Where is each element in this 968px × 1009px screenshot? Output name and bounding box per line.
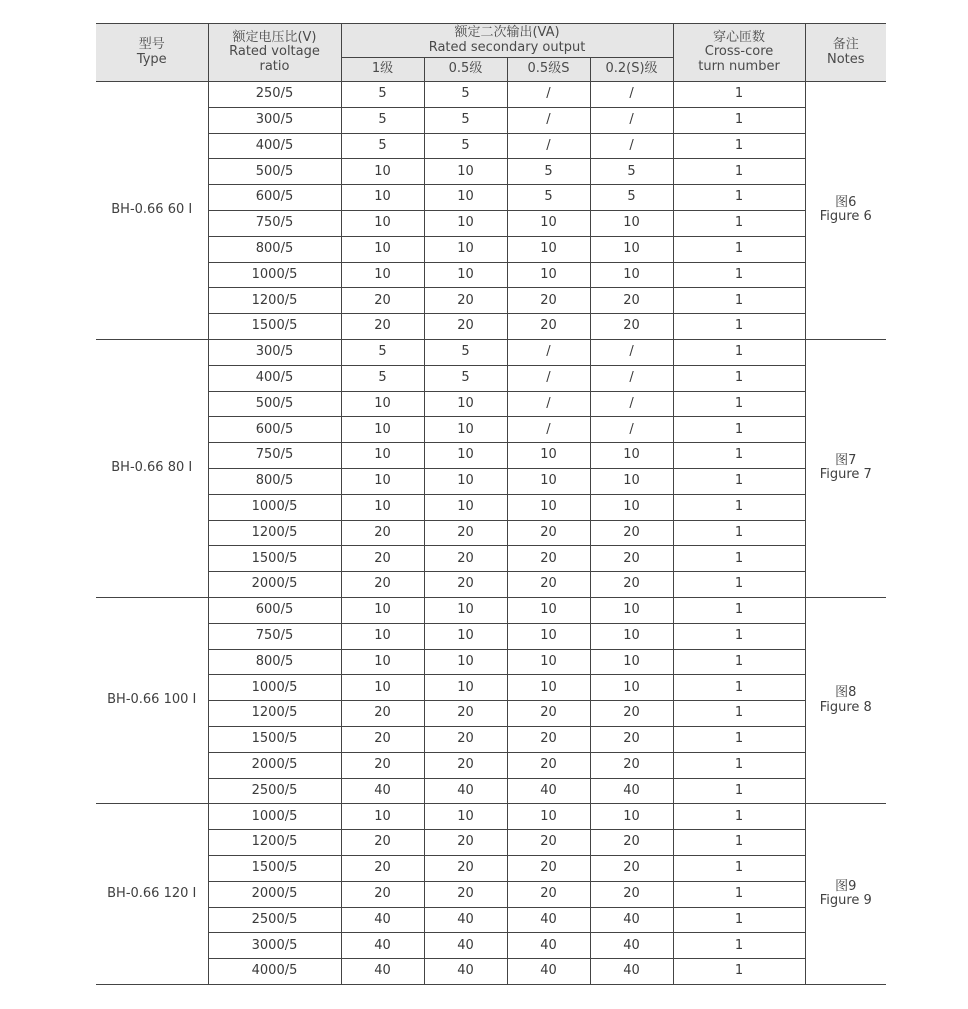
class1-cell: 20 [341,855,424,881]
class05s-cell: 10 [507,675,590,701]
class1-cell: 5 [341,339,424,365]
class1-cell: 10 [341,262,424,288]
turns-cell: 1 [673,778,805,804]
class02s-cell: / [590,82,673,108]
notes-cell [805,339,886,597]
table-row [96,933,886,959]
model-type-cell: BH-0.66 120 I [96,804,208,985]
class05s-cell: 20 [507,546,590,572]
turns-cell: 1 [673,572,805,598]
table-row [96,572,886,598]
class1-cell: 10 [341,391,424,417]
turns-cell: 1 [673,701,805,727]
class02s-cell: 10 [590,494,673,520]
class02s-cell: / [590,391,673,417]
turns-cell: 1 [673,82,805,108]
table-row [96,778,886,804]
class1-cell: 5 [341,365,424,391]
class02s-cell: 20 [590,546,673,572]
class05-cell: 20 [424,881,507,907]
class05-cell: 20 [424,288,507,314]
notes-cell [805,82,886,340]
class02s-cell: 20 [590,726,673,752]
class05s-cell: 20 [507,855,590,881]
table-row [96,830,886,856]
class-header: 0.2(S)级 [590,58,673,82]
turns-header: 穿心匝数 Cross-core turn number [673,24,805,82]
ratio-cell: 400/5 [208,133,341,159]
class05-cell: 20 [424,546,507,572]
class05-cell: 10 [424,185,507,211]
table-row [96,443,886,469]
class02s-cell: 20 [590,572,673,598]
turns-cell: 1 [673,288,805,314]
class05-cell: 5 [424,107,507,133]
notes-header: 备注 Notes [805,24,886,82]
ratio-cell: 600/5 [208,417,341,443]
class05-cell: 5 [424,133,507,159]
class1-cell: 20 [341,726,424,752]
turns-cell: 1 [673,159,805,185]
class02s-cell: 5 [590,185,673,211]
class1-cell: 20 [341,830,424,856]
class05-cell: 10 [424,391,507,417]
class1-cell: 10 [341,623,424,649]
turns-cell: 1 [673,417,805,443]
ratio-cell: 1000/5 [208,804,341,830]
class05-cell: 5 [424,339,507,365]
class1-cell: 20 [341,752,424,778]
class1-cell: 10 [341,597,424,623]
figure-label-en: Figure 8 [819,699,872,715]
class02s-cell: 20 [590,520,673,546]
class1-cell: 10 [341,468,424,494]
class02s-cell: 40 [590,907,673,933]
ratio-cell: 1500/5 [208,314,341,340]
table-row [96,288,886,314]
turns-cell: 1 [673,468,805,494]
figure-label-en: Figure 9 [819,893,872,909]
class02s-cell: 40 [590,778,673,804]
output-header: 额定二次输出(VA) Rated secondary output [341,24,673,58]
table-row [96,881,886,907]
class05s-cell: 5 [507,185,590,211]
class05s-cell: 10 [507,468,590,494]
class02s-cell: 10 [590,262,673,288]
class1-cell: 40 [341,933,424,959]
turns-cell: 1 [673,365,805,391]
class1-cell: 20 [341,288,424,314]
turns-cell: 1 [673,597,805,623]
ratio-cell: 1500/5 [208,546,341,572]
class05s-cell: 10 [507,262,590,288]
table-row [96,804,886,830]
table-row [96,752,886,778]
class1-cell: 10 [341,236,424,262]
class02s-cell: 10 [590,468,673,494]
class1-cell: 40 [341,907,424,933]
class05s-cell: 10 [507,210,590,236]
class05s-cell: 10 [507,597,590,623]
ratio-cell: 300/5 [208,107,341,133]
turns-cell: 1 [673,185,805,211]
ratio-cell: 1200/5 [208,830,341,856]
table-row [96,520,886,546]
ratio-cell: 3000/5 [208,933,341,959]
class1-cell: 20 [341,701,424,727]
class05-cell: 20 [424,830,507,856]
class02s-cell: 20 [590,855,673,881]
class02s-cell: 20 [590,314,673,340]
class1-cell: 10 [341,159,424,185]
notes-cell [805,597,886,803]
table-row [96,417,886,443]
class1-cell: 20 [341,881,424,907]
class05-cell: 40 [424,907,507,933]
turns-cell: 1 [673,262,805,288]
class05s-cell: 10 [507,649,590,675]
table-row [96,959,886,985]
class05s-cell: 20 [507,314,590,340]
ratio-cell: 2000/5 [208,881,341,907]
class05-cell: 10 [424,597,507,623]
ratio-cell: 400/5 [208,365,341,391]
class05-cell: 40 [424,933,507,959]
class05s-cell: / [507,82,590,108]
table-row [96,701,886,727]
class05s-cell: 40 [507,907,590,933]
class05-cell: 5 [424,365,507,391]
class05s-cell: 10 [507,623,590,649]
turns-cell: 1 [673,520,805,546]
table-row [96,365,886,391]
table-row [96,107,886,133]
class05s-cell: / [507,391,590,417]
class05-cell: 20 [424,855,507,881]
table-row [96,133,886,159]
class02s-cell: 10 [590,623,673,649]
ratio-cell: 2000/5 [208,752,341,778]
turns-cell: 1 [673,675,805,701]
class-header: 0.5级S [507,58,590,82]
class02s-cell: 5 [590,159,673,185]
class05s-cell: 40 [507,933,590,959]
class02s-cell: / [590,339,673,365]
table-row [96,391,886,417]
class1-cell: 10 [341,210,424,236]
class05-cell: 10 [424,262,507,288]
class05-cell: 10 [424,468,507,494]
model-type-cell: BH-0.66 60 I [96,82,208,340]
class05s-cell: 10 [507,236,590,262]
turns-cell: 1 [673,726,805,752]
class05s-cell: 20 [507,288,590,314]
class1-cell: 20 [341,546,424,572]
type-header: 型号 Type [96,24,208,82]
class02s-cell: 10 [590,443,673,469]
ratio-cell: 4000/5 [208,959,341,985]
class05s-cell: / [507,339,590,365]
class02s-cell: 20 [590,752,673,778]
class1-cell: 10 [341,494,424,520]
turns-cell: 1 [673,649,805,675]
class1-cell: 10 [341,804,424,830]
ratio-cell: 750/5 [208,210,341,236]
table-row [96,236,886,262]
turns-cell: 1 [673,443,805,469]
class05s-cell: 20 [507,520,590,546]
class02s-cell: 20 [590,701,673,727]
class02s-cell: 40 [590,959,673,985]
turns-cell: 1 [673,236,805,262]
table-row [96,494,886,520]
turns-cell: 1 [673,881,805,907]
class02s-cell: / [590,365,673,391]
turns-cell: 1 [673,907,805,933]
turns-cell: 1 [673,752,805,778]
ratio-cell: 750/5 [208,623,341,649]
ratio-cell: 800/5 [208,236,341,262]
class02s-cell: 40 [590,933,673,959]
class02s-cell: 10 [590,236,673,262]
class05s-cell: / [507,107,590,133]
class1-cell: 10 [341,675,424,701]
table-row [96,649,886,675]
class05-cell: 10 [424,210,507,236]
turns-cell: 1 [673,959,805,985]
class1-cell: 10 [341,417,424,443]
class02s-cell: 10 [590,804,673,830]
figure-label-cn: 图8 [835,685,857,701]
ratio-cell: 600/5 [208,597,341,623]
table-body [96,82,886,985]
class1-cell: 40 [341,959,424,985]
ratio-cell: 2000/5 [208,572,341,598]
class05s-cell: 20 [507,572,590,598]
ratio-cell: 500/5 [208,391,341,417]
ratio-cell: 800/5 [208,649,341,675]
class05-cell: 20 [424,572,507,598]
class02s-cell: / [590,417,673,443]
spec-table [96,23,886,985]
class05-cell: 10 [424,649,507,675]
class02s-cell: 10 [590,210,673,236]
class1-cell: 40 [341,778,424,804]
class05s-cell: 20 [507,830,590,856]
turns-cell: 1 [673,210,805,236]
class05s-cell: 10 [507,804,590,830]
class05s-cell: 5 [507,159,590,185]
class1-cell: 10 [341,649,424,675]
class05s-cell: 40 [507,778,590,804]
class05-cell: 10 [424,236,507,262]
table-row [96,855,886,881]
class05s-cell: / [507,417,590,443]
class02s-cell: 20 [590,288,673,314]
class05-cell: 10 [424,675,507,701]
ratio-cell: 500/5 [208,159,341,185]
class05s-cell: 10 [507,494,590,520]
table-row [96,159,886,185]
class1-cell: 20 [341,314,424,340]
turns-cell: 1 [673,830,805,856]
class05-cell: 20 [424,726,507,752]
ratio-cell: 1200/5 [208,520,341,546]
class05-cell: 10 [424,623,507,649]
class05-cell: 10 [424,159,507,185]
table-row [96,185,886,211]
table-row [96,597,886,623]
turns-cell: 1 [673,314,805,340]
table-row [96,907,886,933]
class02s-cell: / [590,133,673,159]
class05s-cell: 10 [507,443,590,469]
ratio-cell: 750/5 [208,443,341,469]
ratio-cell: 2500/5 [208,907,341,933]
table-row [96,262,886,288]
class05s-cell: / [507,365,590,391]
class05-cell: 20 [424,752,507,778]
table-row [96,210,886,236]
table-row [96,82,886,108]
ratio-cell: 1000/5 [208,262,341,288]
class05-cell: 20 [424,701,507,727]
figure-label-cn: 图6 [835,195,857,211]
table-row [96,675,886,701]
class05s-cell: 20 [507,701,590,727]
table-row [96,546,886,572]
table-row [96,726,886,752]
table-row [96,468,886,494]
class05-cell: 10 [424,417,507,443]
ratio-cell: 250/5 [208,82,341,108]
ratio-cell: 300/5 [208,339,341,365]
table-row [96,339,886,365]
class1-cell: 10 [341,185,424,211]
table-row [96,314,886,340]
table-row [96,623,886,649]
figure-label-cn: 图9 [835,878,857,894]
class05s-cell: 20 [507,881,590,907]
ratio-cell: 1200/5 [208,701,341,727]
ratio-cell: 600/5 [208,185,341,211]
turns-cell: 1 [673,546,805,572]
class05-cell: 5 [424,82,507,108]
turns-cell: 1 [673,391,805,417]
class05-cell: 10 [424,804,507,830]
class05-cell: 10 [424,443,507,469]
turns-cell: 1 [673,855,805,881]
class1-cell: 5 [341,107,424,133]
class1-cell: 5 [341,133,424,159]
turns-cell: 1 [673,133,805,159]
figure-label-cn: 图7 [835,453,857,469]
ratio-cell: 800/5 [208,468,341,494]
class1-cell: 20 [341,572,424,598]
class02s-cell: / [590,107,673,133]
class-header: 0.5级 [424,58,507,82]
class05s-cell: 20 [507,726,590,752]
class1-cell: 10 [341,443,424,469]
class-header: 1级 [341,58,424,82]
ratio-header: 额定电压比(V) Rated voltage ratio [208,24,341,82]
class05-cell: 10 [424,494,507,520]
figure-label-en: Figure 7 [819,467,872,483]
turns-cell: 1 [673,107,805,133]
turns-cell: 1 [673,804,805,830]
class05s-cell: / [507,133,590,159]
turns-cell: 1 [673,933,805,959]
table-header [96,24,886,82]
class02s-cell: 20 [590,881,673,907]
model-type-cell: BH-0.66 80 I [96,339,208,597]
class02s-cell: 10 [590,649,673,675]
class05-cell: 40 [424,778,507,804]
ratio-cell: 2500/5 [208,778,341,804]
class05s-cell: 20 [507,752,590,778]
turns-cell: 1 [673,339,805,365]
ratio-cell: 1200/5 [208,288,341,314]
class05-cell: 20 [424,520,507,546]
turns-cell: 1 [673,623,805,649]
ratio-cell: 1500/5 [208,726,341,752]
class05s-cell: 40 [507,959,590,985]
ratio-cell: 1500/5 [208,855,341,881]
class05-cell: 40 [424,959,507,985]
class1-cell: 20 [341,520,424,546]
turns-cell: 1 [673,494,805,520]
model-type-cell: BH-0.66 100 I [96,597,208,803]
class05-cell: 20 [424,314,507,340]
class02s-cell: 10 [590,675,673,701]
class1-cell: 5 [341,82,424,108]
class02s-cell: 20 [590,830,673,856]
ratio-cell: 1000/5 [208,675,341,701]
class02s-cell: 10 [590,597,673,623]
ratio-cell: 1000/5 [208,494,341,520]
notes-cell [805,804,886,985]
figure-label-en: Figure 6 [819,209,872,225]
